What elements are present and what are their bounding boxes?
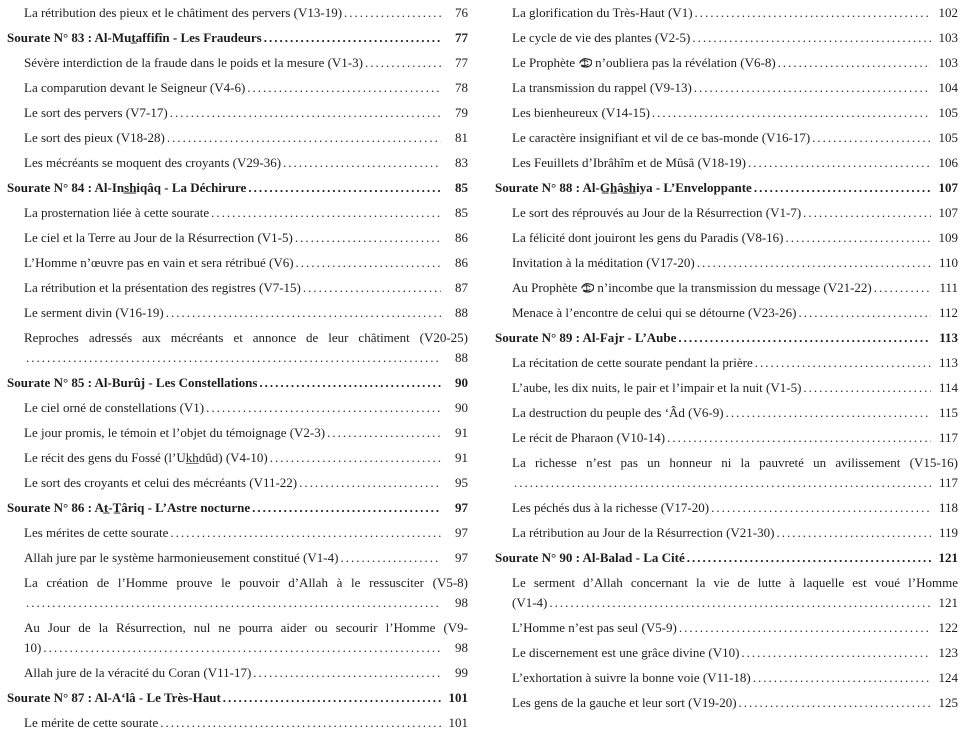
toc-entry-title: Sourate N° 87 : Al-A‘lâ - Le Très-Haut xyxy=(7,690,221,705)
toc-entry xyxy=(495,498,958,518)
toc-entry-title: La rétribution et la présentation des registres (V7-15) xyxy=(24,280,301,295)
toc-entry-title: L’aube, les dix nuits, le pair et l’impair et la nuit (V1-5) xyxy=(512,380,802,395)
toc-entry xyxy=(7,228,468,248)
page-number: 101 xyxy=(448,690,468,705)
dot-leader xyxy=(253,663,441,683)
toc-entry-row xyxy=(7,688,468,708)
page-number: 78 xyxy=(455,80,468,95)
page-number: 91 xyxy=(455,450,468,465)
page-number: 113 xyxy=(938,355,958,370)
toc-entry-title: Les mérites de cette sourate xyxy=(24,525,169,540)
dot-leader xyxy=(697,253,931,273)
dot-leader xyxy=(748,153,931,173)
dot-leader xyxy=(223,688,441,708)
toc-entry-title: La rétribution au Jour de la Résurrection (V21-30) xyxy=(512,525,775,540)
dot-leader xyxy=(803,203,931,223)
dot-leader xyxy=(776,523,931,543)
toc-entry-title: Le sort des réprouvés au Jour de la Résurrection (V1-7) xyxy=(512,205,802,220)
page-number: 91 xyxy=(455,425,468,440)
toc-entry-title: Sourate N° 88 : Al-G̲h̲âs̲h̲iya - L’Enveloppante xyxy=(495,180,752,195)
dot-leader xyxy=(687,548,931,568)
page-number: 97 xyxy=(455,500,468,515)
toc-section-header xyxy=(7,178,468,198)
toc-entry-title: Les péchés dus à la richesse (V17-20) xyxy=(512,500,710,515)
toc-entry-row xyxy=(495,328,958,348)
dot-leader xyxy=(803,378,931,398)
toc-entry-row xyxy=(512,643,958,663)
toc-entry xyxy=(7,53,468,73)
dot-leader xyxy=(739,693,931,713)
toc-entry-row xyxy=(512,78,958,98)
page-number: 77 xyxy=(455,30,468,45)
toc-entry xyxy=(7,618,468,658)
dot-leader xyxy=(786,228,932,248)
toc-entry-title-after: n’incombe que la transmission du message (V21-22) xyxy=(597,280,872,295)
page-number: 85 xyxy=(455,180,468,195)
toc-entry-continuation: 10) xyxy=(24,640,42,655)
toc-entry xyxy=(7,153,468,173)
toc-entry xyxy=(7,423,468,443)
toc-entry-title: Le cycle de vie des plantes (V2-5) xyxy=(512,30,691,45)
toc-entry-title: Les mécréants se moquent des croyants (V29-36) xyxy=(24,155,282,170)
dot-leader xyxy=(711,498,931,518)
page-number: 107 xyxy=(938,180,958,195)
toc-entry-title: L’exhortation à suivre la bonne voie (V11-18) xyxy=(512,670,751,685)
toc-entry-title: Le caractère insignifiant et vil de ce bas-monde (V16-17) xyxy=(512,130,811,145)
toc-entry xyxy=(495,278,958,298)
toc-entry-row xyxy=(24,78,468,98)
page-number: 85 xyxy=(455,205,468,220)
page-number: 109 xyxy=(938,230,958,245)
toc-entry xyxy=(495,53,958,73)
toc-entry-row xyxy=(24,253,468,273)
toc-section-header xyxy=(7,498,468,518)
page-number: 86 xyxy=(455,255,468,270)
toc-entry xyxy=(495,78,958,98)
dot-leader xyxy=(340,548,441,568)
dot-leader xyxy=(160,713,441,733)
toc-entry xyxy=(495,153,958,173)
toc-entry xyxy=(495,353,958,373)
toc-entry-row xyxy=(24,278,468,298)
toc-entry-title: Le sort des pieux (V18-28) xyxy=(24,130,165,145)
toc-entry xyxy=(495,28,958,48)
toc-entry-row xyxy=(512,128,958,148)
dot-leader xyxy=(678,328,931,348)
toc-entry-row xyxy=(24,713,468,733)
dot-leader xyxy=(679,618,931,638)
toc-entry-title: Le ciel orné de constellations (V1) xyxy=(24,400,205,415)
toc-entry-row xyxy=(512,278,958,298)
page-number: 103 xyxy=(938,30,958,45)
toc-entry-row xyxy=(512,618,958,638)
toc-entry-row xyxy=(24,153,468,173)
toc-entry-line1: Le serment d’Allah concernant la vie de lutte à laquelle est voué l’Homme xyxy=(512,575,958,590)
dot-leader xyxy=(726,403,931,423)
dot-leader xyxy=(26,593,441,613)
toc-entry xyxy=(7,128,468,148)
page-number: 106 xyxy=(938,155,958,170)
toc-entry xyxy=(7,303,468,323)
toc-entry-title: Le sort des croyants et celui des mécréants (V11-22) xyxy=(24,475,298,490)
page-number: 123 xyxy=(938,645,958,660)
dot-leader xyxy=(247,78,441,98)
toc-entry xyxy=(495,573,958,613)
toc-entry-row xyxy=(495,548,958,568)
page-number: 98 xyxy=(455,595,468,610)
toc-entry-row xyxy=(512,28,958,48)
toc-entry-title: Allah jure par le système harmonieusement constitué (V1-4) xyxy=(24,550,339,565)
page-number: 119 xyxy=(938,525,958,540)
page-number: 117 xyxy=(938,430,958,445)
dot-leader xyxy=(695,3,931,23)
toc-entry-row xyxy=(512,153,958,173)
toc-entry-title xyxy=(512,53,776,73)
dot-leader xyxy=(170,523,441,543)
toc-entry-title-before: Le Prophète xyxy=(512,55,576,70)
toc-entry xyxy=(495,128,958,148)
page-number: 107 xyxy=(938,205,958,220)
toc-entry-line1: La création de l’Homme prouve le pouvoir d’Allah à le ressusciter (V5-8) xyxy=(24,575,468,590)
toc-section-header xyxy=(495,548,958,568)
toc-entry-continuation: (V1-4) xyxy=(512,595,548,610)
dot-leader xyxy=(514,473,931,493)
toc-entry xyxy=(7,3,468,23)
toc-entry-row xyxy=(24,53,468,73)
toc-entry-title: Le récit de Pharaon (V10-14) xyxy=(512,430,666,445)
dot-leader xyxy=(874,278,931,298)
toc-entry-title: La félicité dont jouiront les gens du Paradis (V8-16) xyxy=(512,230,784,245)
toc-entry xyxy=(495,643,958,663)
dot-leader xyxy=(798,303,931,323)
toc-column-left xyxy=(7,3,468,738)
toc-entry-title: Allah jure de la véracité du Coran (V11-17) xyxy=(24,665,252,680)
toc-entry-title: Sourate N° 86 : At̲-T̲âriq - L’Astre nocturne xyxy=(7,500,251,515)
toc-entry-title: Invitation à la méditation (V17-20) xyxy=(512,255,695,270)
toc-entry-title: Le sort des pervers (V7-17) xyxy=(24,105,168,120)
toc-entry-title: L’Homme n’œuvre pas en vain et sera rétribué (V6) xyxy=(24,255,294,270)
page-number: 111 xyxy=(939,280,958,295)
toc-entry-row xyxy=(24,348,468,368)
toc-entry-row xyxy=(24,3,468,23)
dot-leader xyxy=(667,428,931,448)
toc-entry-row xyxy=(24,423,468,443)
toc-entry xyxy=(7,78,468,98)
page-number: 125 xyxy=(938,695,958,710)
page-number: 105 xyxy=(938,105,958,120)
dot-leader xyxy=(259,373,441,393)
dot-leader xyxy=(327,423,441,443)
dot-leader xyxy=(248,178,441,198)
toc-entry xyxy=(7,523,468,543)
page-number: 99 xyxy=(455,665,468,680)
page-number: 88 xyxy=(455,350,468,365)
toc-entry-line1: La richesse n’est pas un honneur ni la pauvreté un avilissement (V15-16) xyxy=(512,455,958,470)
toc-entry-row xyxy=(512,593,958,613)
toc-section-header xyxy=(495,328,958,348)
toc-section-header xyxy=(7,373,468,393)
toc-entry-row xyxy=(24,663,468,683)
toc-entry-title-after: n’oubliera pas la révélation (V6-8) xyxy=(595,55,776,70)
toc-entry-row xyxy=(24,128,468,148)
toc-section-header xyxy=(7,28,468,48)
toc-entry-title: Sourate N° 83 : Al-Mut̲affifîn - Les Fraudeurs xyxy=(7,30,262,45)
toc-entry xyxy=(495,303,958,323)
toc-entry-title-before: Au Prophète xyxy=(512,280,578,295)
dot-leader xyxy=(755,353,931,373)
page-number: 79 xyxy=(455,105,468,120)
dot-leader xyxy=(170,103,441,123)
toc-entry xyxy=(495,103,958,123)
toc-entry-title: Sourate N° 84 : Al-Ins̲h̲iqâq - La Déchirure xyxy=(7,180,247,195)
dot-leader xyxy=(270,448,441,468)
toc-entry-row xyxy=(495,178,958,198)
toc-entry-row xyxy=(512,53,958,73)
toc-entry xyxy=(495,693,958,713)
toc-column-right xyxy=(495,3,958,738)
toc-entry-row xyxy=(24,103,468,123)
page-number: 113 xyxy=(939,330,958,345)
toc-entry-row xyxy=(24,593,468,613)
dot-leader xyxy=(754,178,931,198)
toc-section-header xyxy=(7,688,468,708)
toc-entry-line1: Reproches adressés aux mécréants et annonce de leur châtiment (V20-25) xyxy=(24,330,468,345)
dot-leader xyxy=(166,303,441,323)
dot-leader xyxy=(652,103,931,123)
dot-leader xyxy=(692,28,931,48)
toc-entry-row xyxy=(7,28,468,48)
toc-entry-row xyxy=(512,3,958,23)
toc-entry-title: La rétribution des pieux et le châtiment des pervers (V13-19) xyxy=(24,5,343,20)
toc-entry xyxy=(495,453,958,493)
dot-leader xyxy=(694,78,931,98)
toc-entry-row xyxy=(7,498,468,518)
toc-entry-title: Le serment divin (V16-19) xyxy=(24,305,164,320)
dot-leader xyxy=(26,348,441,368)
toc-entry xyxy=(7,573,468,613)
toc-entry-row xyxy=(7,373,468,393)
dot-leader xyxy=(283,153,441,173)
toc-entry-row xyxy=(512,473,958,493)
toc-entry-row xyxy=(512,253,958,273)
toc-entry xyxy=(495,403,958,423)
dot-leader xyxy=(303,278,441,298)
page-number: 110 xyxy=(938,255,958,270)
page-number: 90 xyxy=(455,375,468,390)
toc-entry xyxy=(495,3,958,23)
toc-entry-title: Les Feuillets d’Ibrâhîm et de Mûsâ (V18-19) xyxy=(512,155,746,170)
toc-entry-title: La comparution devant le Seigneur (V4-6) xyxy=(24,80,246,95)
page-number: 87 xyxy=(455,280,468,295)
toc-entry-row xyxy=(7,178,468,198)
page-number: 90 xyxy=(455,400,468,415)
toc-entry xyxy=(7,448,468,468)
saws-honorific-icon xyxy=(580,282,594,294)
toc-entry xyxy=(7,278,468,298)
toc-entry-title: Sourate N° 89 : Al-Fajr - L’Aube xyxy=(495,330,677,345)
toc-entry-title: L’Homme n’est pas seul (V5-9) xyxy=(512,620,677,635)
page-number: 105 xyxy=(938,130,958,145)
dot-leader xyxy=(812,128,931,148)
page-number: 97 xyxy=(455,525,468,540)
page-number: 81 xyxy=(455,130,468,145)
toc-entry xyxy=(7,253,468,273)
page-number: 102 xyxy=(938,5,958,20)
toc-entry xyxy=(7,398,468,418)
page-number: 101 xyxy=(448,715,468,730)
toc-entry xyxy=(495,228,958,248)
page-number: 86 xyxy=(455,230,468,245)
toc-entry-row xyxy=(24,398,468,418)
toc-entry-title: Sévère interdiction de la fraude dans le poids et la mesure (V1-3) xyxy=(24,55,363,70)
page-number: 122 xyxy=(938,620,958,635)
toc-entry-row xyxy=(512,498,958,518)
dot-leader xyxy=(264,28,441,48)
dot-leader xyxy=(344,3,441,23)
toc-entry xyxy=(495,428,958,448)
toc-entry-title: Le mérite de cette sourate xyxy=(24,715,159,730)
toc-entry-row xyxy=(512,203,958,223)
toc-entry-title: La glorification du Très-Haut (V1) xyxy=(512,5,693,20)
toc-entry-row xyxy=(512,103,958,123)
page-number: 77 xyxy=(455,55,468,70)
saws-honorific-icon xyxy=(578,57,592,69)
toc-entry-row xyxy=(512,428,958,448)
toc-entry xyxy=(495,523,958,543)
toc-entry xyxy=(495,203,958,223)
page-number: 118 xyxy=(938,500,958,515)
toc-entry-row xyxy=(24,228,468,248)
page-number: 98 xyxy=(455,640,468,655)
dot-leader xyxy=(206,398,441,418)
toc-entry xyxy=(7,103,468,123)
dot-leader xyxy=(296,253,441,273)
toc-entry xyxy=(495,618,958,638)
toc-entry-title: Sourate N° 85 : Al-Burûj - Les Constellations xyxy=(7,375,258,390)
toc-entry-line1: Au Jour de la Résurrection, nul ne pourra aider ou secourir l’Homme (V9- xyxy=(24,620,468,635)
page-number: 112 xyxy=(938,305,958,320)
toc-entry-title xyxy=(512,278,872,298)
toc-entry-title: Le ciel et la Terre au Jour de la Résurrection (V1-5) xyxy=(24,230,293,245)
dot-leader xyxy=(167,128,441,148)
page-number: 83 xyxy=(455,155,468,170)
toc-entry-row xyxy=(24,303,468,323)
page-number: 104 xyxy=(938,80,958,95)
toc-entry xyxy=(495,668,958,688)
toc-entry-title: Le jour promis, le témoin et l’objet du témoignage (V2-3) xyxy=(24,425,326,440)
dot-leader xyxy=(741,643,931,663)
toc-entry-title: La prosternation liée à cette sourate xyxy=(24,205,210,220)
toc-entry-row xyxy=(512,403,958,423)
toc-entry-title: Le récit des gens du Fossé (l’Uk̲h̲dûd) (V4-10) xyxy=(24,450,268,465)
toc-entry xyxy=(7,203,468,223)
toc-entry-title: La récitation de cette sourate pendant la prière xyxy=(512,355,753,370)
toc-entry xyxy=(495,378,958,398)
toc-entry-row xyxy=(512,523,958,543)
dot-leader xyxy=(549,593,931,613)
dot-leader xyxy=(295,228,441,248)
dot-leader xyxy=(778,53,931,73)
dot-leader xyxy=(252,498,441,518)
toc-entry-title: Menace à l’encontre de celui qui se détourne (V23-26) xyxy=(512,305,797,320)
toc-entry-row xyxy=(24,473,468,493)
dot-leader xyxy=(753,668,931,688)
toc-entry xyxy=(495,253,958,273)
toc-entry-row xyxy=(24,203,468,223)
toc-entry-row xyxy=(512,693,958,713)
page-number: 76 xyxy=(455,5,468,20)
toc-entry-title: Les bienheureux (V14-15) xyxy=(512,105,650,120)
toc-entry xyxy=(7,713,468,733)
dot-leader xyxy=(43,638,441,658)
toc-entry-row xyxy=(512,378,958,398)
toc-entry-row xyxy=(24,448,468,468)
toc-entry-title: Le discernement est une grâce divine (V10) xyxy=(512,645,740,660)
dot-leader xyxy=(365,53,441,73)
page-number: 115 xyxy=(938,405,958,420)
page-number: 103 xyxy=(938,55,958,70)
toc-entry xyxy=(7,548,468,568)
toc-entry-row xyxy=(24,523,468,543)
page-number: 121 xyxy=(938,595,958,610)
page-number: 88 xyxy=(455,305,468,320)
toc-entry-title: La transmission du rappel (V9-13) xyxy=(512,80,692,95)
page-number: 95 xyxy=(455,475,468,490)
page-number: 121 xyxy=(938,550,958,565)
toc-entry xyxy=(7,473,468,493)
toc-entry xyxy=(7,663,468,683)
toc-entry-title: Les gens de la gauche et leur sort (V19-20) xyxy=(512,695,737,710)
toc-entry-title: Sourate N° 90 : Al-Balad - La Cité xyxy=(495,550,685,565)
page-number: 117 xyxy=(938,475,958,490)
toc-entry-row xyxy=(512,303,958,323)
dot-leader xyxy=(211,203,441,223)
toc-section-header xyxy=(495,178,958,198)
toc-entry-row xyxy=(24,638,468,658)
toc-entry xyxy=(7,328,468,368)
dot-leader xyxy=(299,473,441,493)
page-number: 97 xyxy=(455,550,468,565)
toc-entry-row xyxy=(512,228,958,248)
toc-entry-row xyxy=(24,548,468,568)
page-number: 124 xyxy=(938,670,958,685)
toc-entry-row xyxy=(512,668,958,688)
page-number: 114 xyxy=(938,380,958,395)
toc-entry-row xyxy=(512,353,958,373)
toc-entry-title: La destruction du peuple des ‘Âd (V6-9) xyxy=(512,405,724,420)
